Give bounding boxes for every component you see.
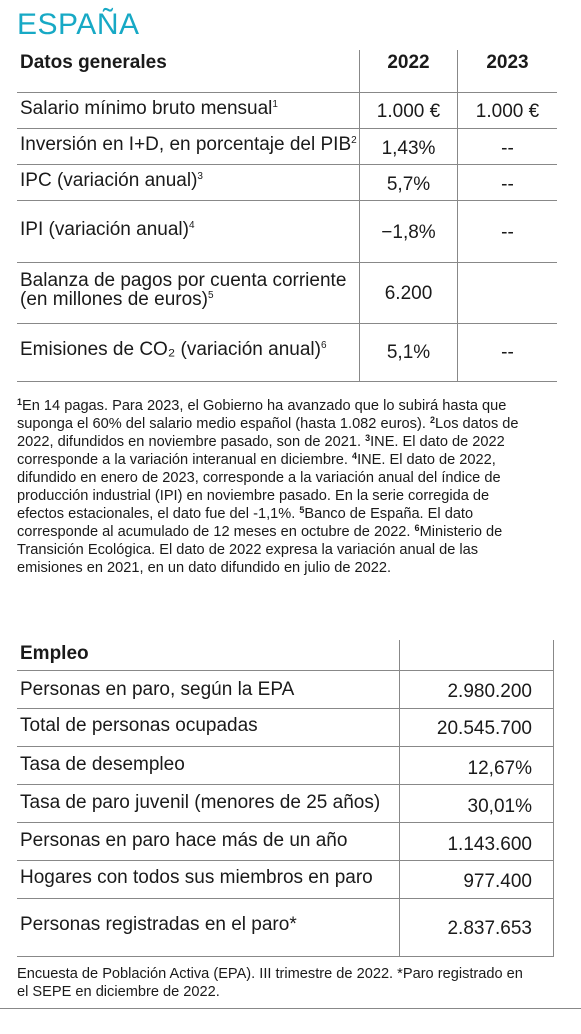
table-row-label: IPC (variación anual)$^3$ bbox=[20, 170, 203, 191]
table-row-label: Tasa de desempleo bbox=[20, 754, 185, 775]
table-cell-2023: -- bbox=[501, 342, 514, 363]
table-row-label: Hogares con todos sus miembros en paro bbox=[20, 867, 373, 888]
row-divider bbox=[17, 262, 557, 263]
datos-header-2022: 2022 bbox=[387, 52, 430, 73]
table-row-label: Personas registradas en el paro* bbox=[20, 914, 297, 935]
table-cell-2022: −1,8% bbox=[381, 222, 436, 243]
table-cell-value: 20.545.700 bbox=[436, 718, 532, 739]
row-divider bbox=[17, 200, 557, 201]
row-divider bbox=[17, 708, 554, 709]
row-divider bbox=[17, 746, 554, 747]
row-divider bbox=[17, 822, 554, 823]
table-cell-value: 30,01% bbox=[467, 796, 532, 817]
row-divider bbox=[17, 670, 554, 671]
row-divider bbox=[17, 784, 554, 785]
column-divider bbox=[553, 640, 554, 956]
column-divider bbox=[457, 50, 458, 381]
row-divider bbox=[17, 128, 557, 129]
bottom-rule bbox=[0, 1008, 581, 1009]
datos-header-label: Datos generales bbox=[20, 52, 167, 73]
row-divider bbox=[17, 381, 557, 382]
table-row-label: (en millones de euros)$^5$ bbox=[20, 289, 214, 310]
table-row-label: IPI (variación anual)$^4$ bbox=[20, 219, 195, 240]
row-divider bbox=[17, 92, 557, 93]
datos-header-2023: 2023 bbox=[486, 52, 529, 73]
table-cell-2022: 1.000 € bbox=[376, 101, 441, 122]
table-cell-value: 977.400 bbox=[463, 871, 532, 892]
table-row-label: Personas en paro, según la EPA bbox=[20, 679, 295, 700]
row-divider bbox=[17, 860, 554, 861]
table-cell-2022: 5,7% bbox=[386, 174, 431, 195]
empleo-header: Empleo bbox=[20, 643, 89, 664]
empleo-note: Encuesta de Población Activa (EPA). III trimestre de 2022. *Paro registrado en el SEPE en diciembre de 2022. bbox=[17, 966, 523, 1000]
table-cell-value: 1.143.600 bbox=[447, 834, 532, 855]
table-cell-2022: 1,43% bbox=[381, 138, 436, 159]
column-divider bbox=[359, 50, 360, 381]
table-cell-2023: -- bbox=[501, 222, 514, 243]
table-cell-2022: 6.200 bbox=[384, 283, 433, 304]
row-divider bbox=[17, 956, 554, 957]
table-cell-value: 2.837.653 bbox=[447, 918, 532, 939]
table-row-label: Tasa de paro juvenil (menores de 25 años) bbox=[20, 792, 381, 813]
table-row-label: Salario mínimo bruto mensual$^1$ bbox=[20, 98, 278, 119]
table-cell-2023: 1.000 € bbox=[475, 101, 540, 122]
row-divider bbox=[17, 898, 554, 899]
table-cell-2023: -- bbox=[501, 138, 514, 159]
page-title: ESPAÑA bbox=[17, 8, 140, 41]
table-row-label: Balanza de pagos por cuenta corriente bbox=[20, 270, 347, 291]
table-row-label: Personas en paro hace más de un año bbox=[20, 830, 348, 851]
table-row-label: Total de personas ocupadas bbox=[20, 715, 258, 736]
row-divider bbox=[17, 323, 557, 324]
table-cell-value: 12,67% bbox=[467, 758, 532, 779]
table-cell-value: 2.980.200 bbox=[447, 681, 532, 702]
table-row-label: Emisiones de CO₂ (variación anual)$^6$ bbox=[20, 339, 327, 360]
table-cell-2022: 5,1% bbox=[386, 342, 431, 363]
row-divider bbox=[17, 164, 557, 165]
footnotes: $^1$En 14 pagas. Para 2023, el Gobierno ha avanzado que lo subirá hasta que suponga el 60% del salario medio español (hasta 1.082 euros). $^2$Los datos de 2022, difundidos en noviembre pasado, son de 2021. $^3$INE. El dato de 2022 corresponde a la variación interanual en diciembre. $^4$INE. El dato de 2022, difundido en enero de 2023, corresponde a la variación anual del índice de producción industrial (IPI) en noviembre pasado. En la serie corregida de efectos estacionales, el dato fue del -1,1%. $^5$Banco de España. El dato corresponde al acumulado de 12 meses en octubre de 2022. $^6$Ministerio de Transición Ecológica. El dato de 2022 expresa la variación anual de las emisiones en 2021, en un dato difundido en julio de 2022. bbox=[17, 397, 519, 576]
table-cell-2023: -- bbox=[501, 174, 514, 195]
table-row-label: Inversión en I+D, en porcentaje del PIB$^2$ bbox=[20, 134, 357, 155]
